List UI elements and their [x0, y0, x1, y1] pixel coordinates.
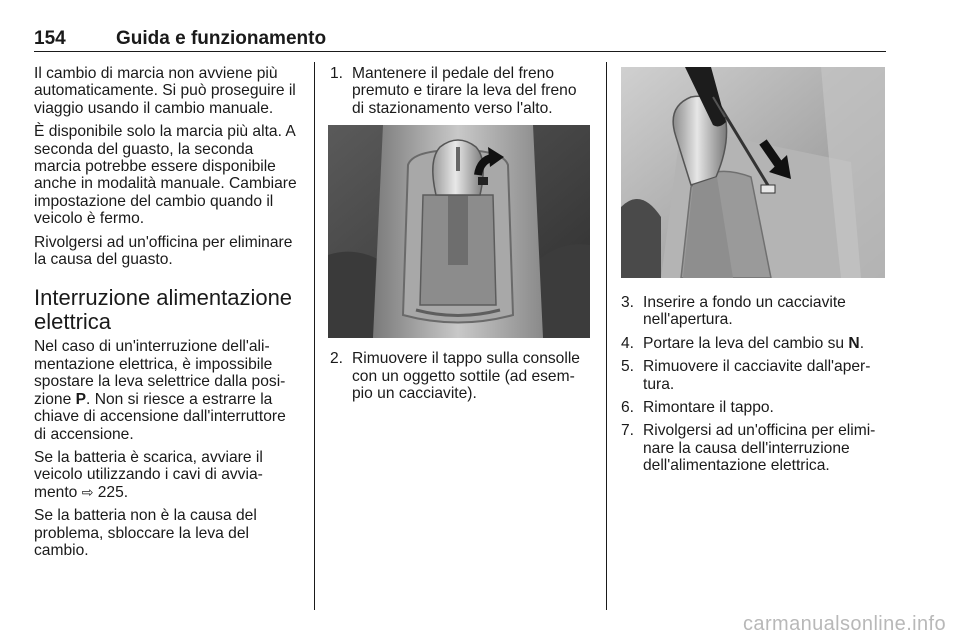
step-item: [330, 65, 592, 117]
step-number: 2.: [330, 350, 344, 368]
step-number: 1.: [330, 65, 344, 82]
screwdriver-release-illustration: [621, 67, 885, 278]
step-text: Rivolgersi ad un'officina per elimi-nare la causa dell'interruzione dell'alimentazione elettrica.: [643, 422, 876, 475]
column-divider: [314, 62, 315, 610]
paragraph: [34, 338, 302, 442]
text: .: [859, 334, 865, 352]
step-number: 6.: [621, 399, 635, 417]
paragraph: [34, 449, 302, 501]
section-title: Interruzione alimentazione elettrica: [34, 285, 293, 335]
step-number: 5.: [621, 358, 635, 376]
paragraph: Rivolgersi ad un'officina per eliminare la causa del guasto.: [34, 233, 293, 269]
gear-lever-console-illustration: [328, 125, 590, 338]
step-item: [621, 399, 889, 416]
column-2: [330, 65, 592, 408]
text: Portare la leva del cambio su: [643, 334, 849, 352]
text: Se la batteria è scarica, avviare il veicolo utilizzando i cavi di avvia-mento: [34, 448, 263, 501]
column-3: [621, 65, 889, 481]
step-item: [621, 294, 889, 329]
step-text: Rimuovere il cacciavite dall'aper-tura.: [643, 358, 871, 393]
gear-position-p: P: [75, 390, 87, 408]
text: Nel caso di un'interruzione dell'ali-mentazione elettrica, è impossibile spostare la leva selettrice dalla posi-zione: [34, 338, 286, 408]
step-text: Rimuovere il tappo sulla consolle con un oggetto sottile (ad esem-pio un cacciavite).: [352, 350, 580, 403]
page-header: [34, 26, 886, 52]
watermark: carmanualsonline.info: [743, 613, 946, 635]
paragraph: Il cambio di marcia non avviene più automaticamente. Si può proseguire il viaggio usando il cambio manuale.: [34, 65, 296, 117]
step-item: [621, 422, 889, 474]
step-item: [330, 350, 592, 402]
page-reference: 225.: [93, 483, 129, 501]
step-text: Inserire a fondo un cacciavite nell'apertura.: [643, 294, 846, 329]
column-divider: [606, 62, 607, 610]
paragraph: Se la batteria non è la causa del problema, sbloccare la leva del cambio.: [34, 507, 257, 559]
step-text: Rimontare il tappo.: [643, 399, 774, 417]
step-number: 7.: [621, 422, 635, 440]
paragraph: È disponibile solo la marcia più alta. A seconda del guasto, la seconda marcia potrebbe essere disponibile anche in modalità manuale. Cambiare impostazione del cambio quando il veicolo è fermo.: [34, 123, 297, 228]
step-text: Mantenere il pedale del freno premuto e tirare la leva del freno di stazionamento verso l'alto.: [352, 65, 577, 117]
page-reference-arrow-icon: ⇨: [81, 483, 94, 500]
step-number: 3.: [621, 294, 635, 311]
step-text: [643, 335, 864, 352]
step-number: 4.: [621, 334, 635, 352]
text: . Non si riesce a estrarre la chiave di accensione dall'interruttore di accensione.: [34, 390, 286, 443]
column-1: [34, 65, 302, 565]
page-number: 154: [34, 28, 66, 49]
chapter-title: Guida e funzionamento: [116, 28, 327, 49]
gear-position-n: N: [848, 334, 860, 352]
step-item: [621, 335, 889, 352]
step-item: [621, 358, 889, 393]
